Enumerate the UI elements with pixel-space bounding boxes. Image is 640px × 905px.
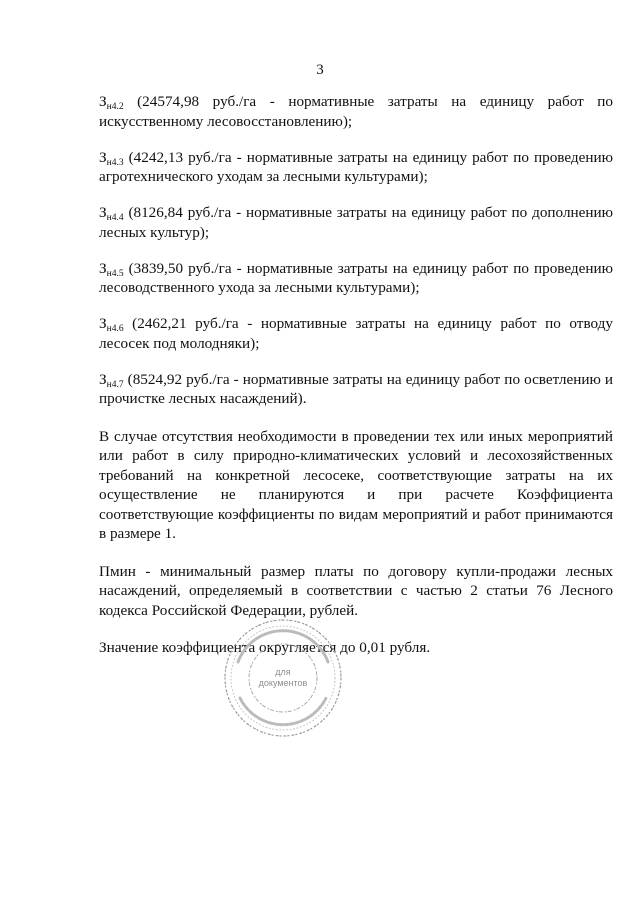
cost-symbol: З (99, 148, 107, 166)
cost-item-4-6 (99, 314, 613, 353)
cost-description: (3839,50 руб./га - нормативные затраты на единицу работ по проведению лесоводственного ухода за лесными культурами); (99, 259, 613, 296)
cost-item-4-5 (99, 259, 613, 298)
cost-description: (2462,21 руб./га - нормативные затраты на единицу работ по отводу лесосек под молодняки); (99, 315, 613, 352)
paragraph-rounding: Значение коэффициента округляется до 0,01 рубля. (99, 639, 431, 656)
cost-symbol: З (99, 93, 107, 110)
cost-subscript: н4.6 (106, 324, 124, 334)
cost-item-4-4 (99, 203, 613, 242)
cost-description: (24574,98 руб./га - нормативные затраты на единицу работ по искусственному лесовосстановлению); (99, 93, 613, 130)
page-number: 3 (316, 62, 324, 78)
cost-item-4-7 (99, 370, 613, 409)
paragraph-absence: В случае отсутствия необходимости в проведении тех или иных мероприятий или работ в силу природно-климатических условий и лесохозяйственных требований на конкретной лесосеке, соответствующие затраты на их осуществление не планируются и при расчете Коэффициента соответствующие коэффициенты по видам мероприятий и работ принимаются в размере 1. (99, 427, 613, 542)
cost-subscript: н4.2 (106, 102, 124, 112)
stamp-text-line1: для (275, 667, 291, 677)
cost-symbol: З (99, 259, 107, 277)
stamp-text-line2: документов (258, 678, 308, 688)
cost-symbol: З (99, 370, 107, 388)
document-body (99, 92, 613, 674)
seal-stamp (218, 612, 348, 742)
cost-item-4-3 (99, 148, 613, 187)
cost-subscript: н4.5 (106, 268, 124, 279)
cost-description: (4242,13 руб./га - нормативные затраты на единицу работ по проведению агротехнического уходам за лесными культурами); (99, 148, 613, 185)
paragraph-pmin: Пмин - минимальный размер платы по договору купли-продажи лесных насаждений, определяемый в соответствии с частью 2 статьи 76 Лесного кодекса Российской Федерации, рублей. (99, 562, 613, 619)
cost-symbol: З (99, 204, 107, 221)
cost-item-4-2 (99, 92, 613, 131)
cost-subscript: н4.4 (106, 213, 124, 223)
cost-subscript: н4.7 (106, 379, 124, 390)
cost-description: (8524,92 руб./га - нормативные затраты на единицу работ по осветлению и прочистке лесных насаждений). (99, 370, 613, 407)
cost-subscript: н4.3 (106, 157, 124, 168)
cost-symbol: З (99, 315, 107, 332)
cost-description: (8126,84 руб./га - нормативные затраты на единицу работ по дополнению лесных культур); (99, 204, 613, 241)
stamp-ring-text-texture (238, 631, 328, 662)
